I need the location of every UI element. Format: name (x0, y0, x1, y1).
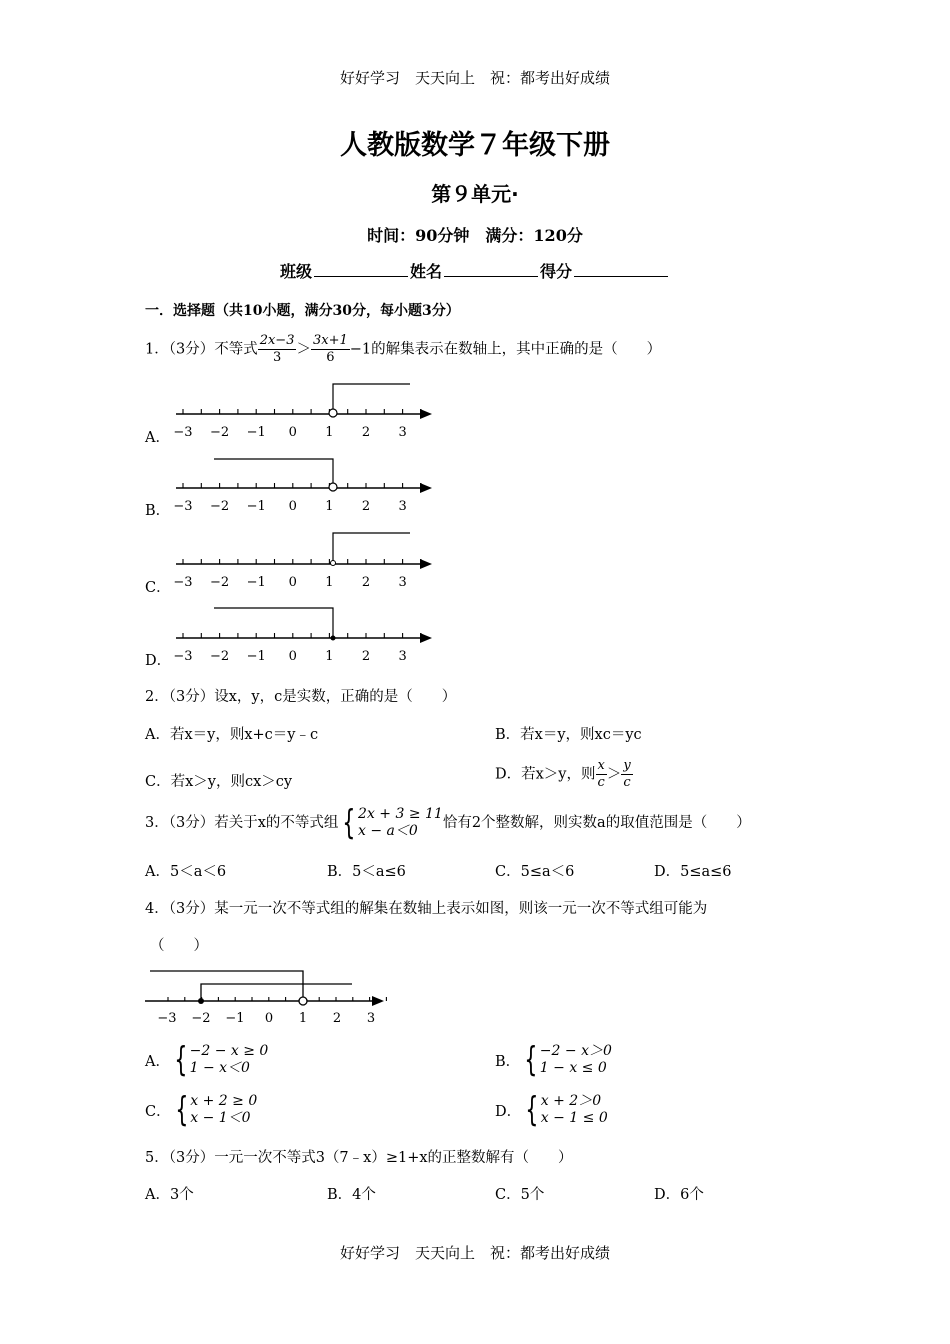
axis-tick-label: 0 (288, 425, 297, 440)
name-blank[interactable] (444, 262, 538, 277)
axis-tick-label: −1 (246, 499, 266, 514)
axis-tick-label: −2 (210, 425, 230, 440)
axis-tick-label: 0 (288, 649, 297, 664)
q1-option-b-label: B． (145, 503, 171, 519)
axis-tick-label: 3 (398, 575, 407, 590)
axis-tick-label: 2 (361, 425, 371, 440)
q1-option-a-numberline (170, 378, 440, 443)
axis-tick-label: 0 (288, 575, 297, 590)
q1-prefix: 1．（3分）不等式 (145, 341, 258, 358)
axis-tick-label: −2 (210, 575, 230, 590)
q1-gt: ＞ (296, 341, 311, 358)
axis-tick-label: −1 (246, 425, 266, 440)
brace-icon: { (174, 1090, 188, 1130)
q4-option-d: D． { x + 2＞0 x − 1 ≤ 0 (495, 1090, 608, 1130)
q5-option-d: D．6个 (654, 1187, 704, 1203)
q2-option-d: D．若x＞y，则 $\frac{x}{c}$ ＞ $\frac{y}{c}$ (495, 758, 631, 790)
name-label: 姓名 (409, 262, 442, 281)
axis-tick-label: 1 (325, 649, 334, 664)
q1-option-a-label: A． (145, 430, 170, 446)
q2-option-a: A．若x＝y，则x+c＝y﹣c (145, 727, 319, 743)
question-1-stem (145, 333, 661, 366)
axis-tick-label: 1 (298, 1011, 308, 1026)
q5-option-a: A．3个 (145, 1187, 194, 1203)
q1-fraction-2: $\frac{3x+1}{6}$ (312, 333, 348, 365)
question-5-stem: 5．（3分）一元一次不等式3（7﹣x）≥1+x的正整数解有（ ） (145, 1150, 573, 1166)
axis-tick-label: 0 (264, 1011, 274, 1026)
axis-tick-label: 3 (366, 1011, 376, 1026)
axis-tick-label: 1 (325, 499, 334, 514)
score-label: 得分 (540, 262, 573, 281)
axis-tick-label: −1 (246, 649, 266, 664)
question-4-stem: 4．（3分）某一元一次不等式组的解集在数轴上表示如图，则该一元一次不等式组可能为 (145, 901, 708, 917)
axis-tick-label: 2 (361, 649, 371, 664)
page-title: 人教版数学７年级下册 (340, 130, 610, 161)
brace-icon: { (174, 1040, 188, 1080)
axis-tick-label: 1 (325, 575, 334, 590)
q1-fraction-1: $\frac{2x-3}{3}$ (259, 333, 295, 365)
q3-option-b: B．5＜a≤6 (327, 864, 406, 880)
q1-option-c-label: C． (145, 580, 171, 596)
axis-tick-label: 0 (288, 499, 297, 514)
question-3-stem: 3．（3分）若关于x的不等式组 { 2x + 3 ≥ 11 x − a＜0 恰有2个整数解，则实数a的取值范围是（ ） (145, 803, 751, 843)
q4-option-a: A． { −2 − x ≥ 0 1 − x＜0 (145, 1040, 269, 1080)
q1-option-c-numberline (170, 528, 440, 593)
q2-option-b: B．若x＝y，则xc＝yc (495, 727, 642, 743)
brace-icon: { (525, 1090, 539, 1130)
page-footer: 好好学习 天天向上 祝：都考出好成绩 (339, 1244, 610, 1262)
time-info: 时间：90分钟 满分：120分 (367, 226, 583, 245)
axis-tick-label: −3 (173, 499, 193, 514)
axis-tick-label: −2 (210, 649, 230, 664)
q5-option-c: C．5个 (495, 1187, 545, 1203)
q3-option-c: C．5≤a＜6 (495, 864, 575, 880)
question-4-paren: （ ） (150, 938, 208, 954)
student-fields (0, 259, 950, 282)
axis-tick-label: 3 (398, 425, 407, 440)
class-blank[interactable] (314, 262, 408, 277)
q4-option-b: B． { −2 − x＞0 1 − x ≤ 0 (495, 1040, 612, 1080)
q2-option-c: C．若x＞y，则cx＞cy (145, 774, 293, 790)
page-header: 好好学习 天天向上 祝：都考出好成绩 (339, 69, 610, 87)
axis-tick-label: −1 (225, 1011, 245, 1026)
axis-tick-label: −3 (173, 649, 193, 664)
q4-numberline (140, 962, 390, 1028)
q1-option-b-numberline (170, 452, 440, 517)
class-label: 班级 (279, 262, 312, 281)
q1-option-d-numberline (170, 602, 440, 667)
axis-tick-label: −2 (210, 499, 230, 514)
axis-tick-label: 3 (398, 649, 407, 664)
q1-option-d-label: D． (145, 653, 172, 669)
axis-tick-label: −2 (191, 1011, 211, 1026)
score-blank[interactable] (574, 262, 668, 277)
q3-option-a: A．5＜a＜6 (145, 864, 227, 880)
question-2-stem: 2．（3分）设x，y，c是实数，正确的是（ ） (145, 689, 457, 705)
axis-tick-label: 2 (361, 575, 371, 590)
q4-option-c: C． { x + 2 ≥ 0 x − 1＜0 (145, 1090, 258, 1130)
axis-tick-label: 3 (398, 499, 407, 514)
brace-icon: { (342, 803, 356, 843)
axis-tick-label: 2 (332, 1011, 342, 1026)
axis-tick-label: 2 (361, 499, 371, 514)
section-heading: 一．选择题（共10小题，满分30分，每小题3分） (145, 303, 460, 319)
axis-tick-label: 1 (325, 425, 334, 440)
axis-tick-label: −3 (173, 575, 193, 590)
axis-tick-label: −3 (157, 1011, 177, 1026)
q1-suffix: −1的解集表示在数轴上，其中正确的是（ ） (349, 341, 662, 358)
q3-option-d: D．5≤a≤6 (654, 864, 732, 880)
q5-option-b: B．4个 (327, 1187, 376, 1203)
axis-tick-label: −1 (246, 575, 266, 590)
axis-tick-label: −3 (173, 425, 193, 440)
brace-icon: { (524, 1040, 538, 1080)
page-subtitle: 第９单元· (431, 182, 519, 206)
